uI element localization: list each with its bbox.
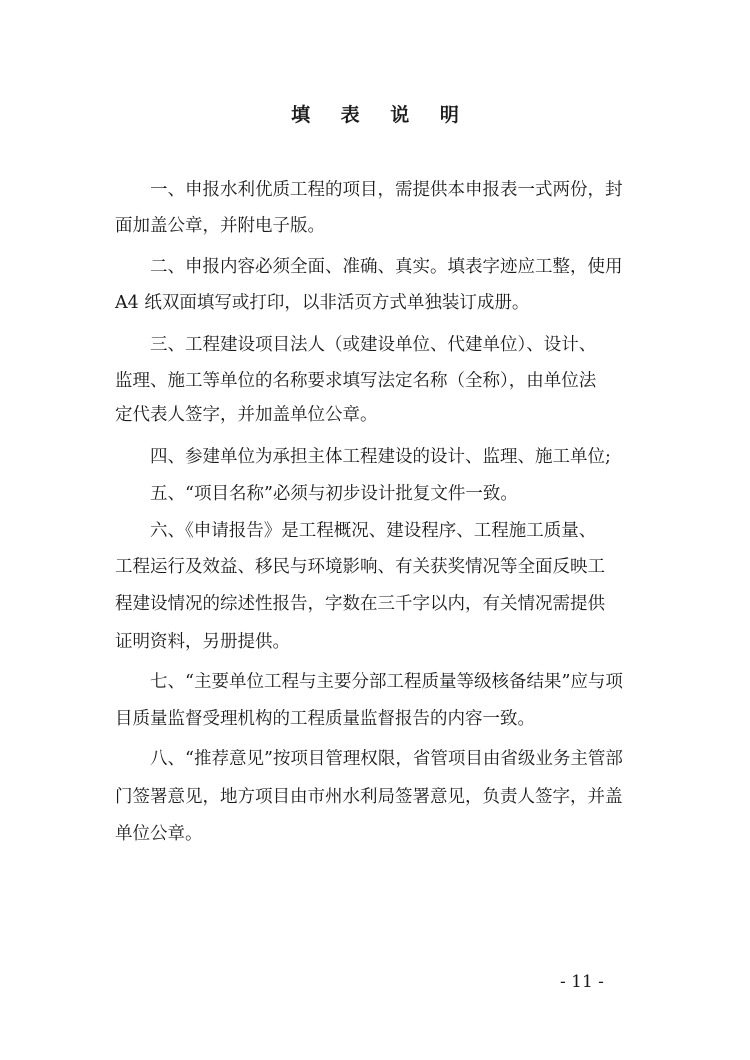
paragraph-3-line-2: 监理、施工等单位的名称要求填写法定名称（全称），由单位法 — [115, 371, 597, 391]
paragraph-1-line-1: 一、申报水利优质工程的项目，需提供本申报表一式两份，封 — [150, 180, 623, 200]
paragraph-2-line-2: A4 纸双面填写或打印，以非活页方式单独装订成册。 — [115, 293, 530, 313]
paragraph-3-line-3: 定代表人签字，并加盖单位公章。 — [115, 405, 378, 425]
paragraph-8-line-3: 单位公章。 — [115, 824, 203, 844]
paragraph-7-line-2: 目质量监督受理机构的工程质量监督报告的内容一致。 — [115, 709, 535, 729]
paragraph-6-line-1: 六、《申请报告》是工程概况、建设程序、工程施工质量、 — [150, 521, 597, 541]
paragraph-6-line-2: 工程运行及效益、移民与环境影响、有关获奖情况等全面反映工 — [115, 557, 605, 577]
paragraph-3-line-1: 三、工程建设项目法人（或建设单位、代建单位）、设计、 — [150, 335, 597, 355]
paragraph-8-line-2: 门签署意见，地方项目由市州水利局签署意见，负责人签字，并盖 — [115, 787, 623, 807]
paragraph-5-line-1: 五、“项目名称”必须与初步设计批复文件一致。 — [150, 484, 518, 504]
page-title: 填 表 说 明 — [291, 104, 471, 126]
paragraph-7-line-1: 七、“主要单位工程与主要分部工程质量等级核备结果”应与项 — [150, 672, 623, 692]
paragraph-1-line-2: 面加盖公章，并附电子版。 — [115, 216, 325, 236]
paragraph-2-line-1: 二、申报内容必须全面、准确、真实。填表字迹应工整，使用 — [150, 257, 623, 277]
paragraph-6-line-4: 证明资料，另册提供。 — [115, 632, 290, 652]
page-number: - 11 - — [560, 972, 604, 992]
paragraph-6-line-3: 程建设情况的综述性报告，字数在三千字以内，有关情况需提供 — [115, 594, 605, 614]
paragraph-4-line-1: 四、参建单位为承担主体工程建设的设计、监理、施工单位; — [150, 447, 611, 467]
paragraph-8-line-1: 八、“推荐意见”按项目管理权限，省管项目由省级业务主管部 — [150, 749, 623, 769]
